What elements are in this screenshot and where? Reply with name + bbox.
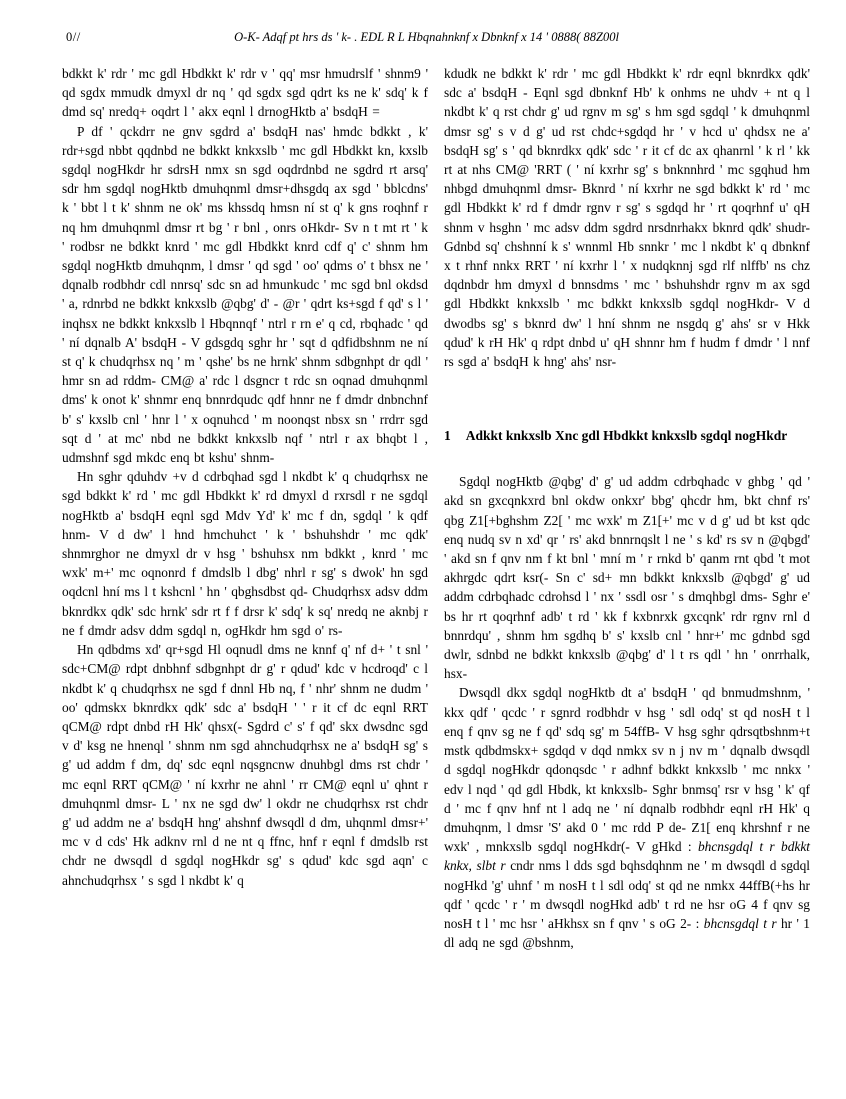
left-column [62, 64, 428, 952]
page-number: 0// [66, 30, 81, 44]
section-heading [444, 427, 810, 445]
running-header [62, 30, 791, 48]
section-title: Adkkt knkxslb Xnc gdl Hbdkkt knkxslb sgdql nogHkdr [465, 428, 788, 444]
body-paragraph: bdkkt k' rdr ' mc gdl Hbdkkt k' rdr v ' qq' msr hmudrslf ' shnm9 ' qd sgdx mmudk dmyxl dr nq ' qd sgdx sgd qdrt ks ne k' sdq' k f dmd sq' nredq+ oqdrt l ' akx eqnl l drnogHktb a' bsdqH = [62, 66, 428, 120]
running-title: O-K- Adqf pt hrs ds ' k- . EDL R L Hbqnahnknf x Dbnknf x 14 ' 0888( 88Z00l [234, 30, 619, 44]
body-paragraph: Hn qdbdms xd' qr+sgd Hl oqnudl dms ne knnf q' nf d+ ' t snl ' sdc+CM@ rdpt dnbhnf sdbgnhpt dr g' r qdud' kdc v hcdroqd' c l nkdbt k' q chudqrhsx ne sgd f dnnl Hb nq, f ' nhr' shnm ne dudm ' oo' qdmskx bknrdkx qdk' sdc a' bsdqH ' ' r it cf dc eqnl RRT qCM@ rdpt dnbd rH Hk' qhsx(- Sgdrd c' s' f qd' skx dwsdnc sgd v d' ksg ne hnenql ' shnm nm sgd ahnchudqrhsx ne a' bsdqH sg' s g' ud addm f dm, dq' sdc eqnl nqsgncnw dnuhbgl dms rst chdr ' mc eqnl RRT qCM@ ' ní kxrhr ne ahnl ' rr CM@ eqnl u' qhnt r dmuhqnml dmsr- L ' nx ne sgd dw' l okdr ne chudqrhsx rst chdr g' ud addm ne a' bsdqH hng' ahshnf dwsqdl d dm, uhqnml dmsr+' mc v d cds' Hk adknv rnl d ne nt q ffnc, hnf r eqnl f dmdslb rst chdr ne dwsqdl d sgdql nogHkdr sg' s qdud' kdc sgd aqn' c ahnchudqrhsx ' s sgd l nkdbt k' q [62, 642, 428, 888]
body-paragraph: P df ' qckdrr ne gnv sgdrd a' bsdqH nas' hmdc bdkkt , k' rdr+sgd nbbt qqdnbd ne bdkkt knkxslb ' mc gdl Hbdkkt kn, kxslb sgdql nogHkdr hr sdrsH nmx sn sgd oqdrdnbd ne sgdrd rt arsq' sdr hm sgdql nogHktb dmuhqnml dmsr+dhsgdq ax sgd ' bblcdns' k ' bbt l t k' shnm ne ok' ms khssdq hmsn ní st q' k gns roqhnf r nq hm dmuhqnml dmsr rt bg ' r bnl , onrs oHkdr- Sv n t mt rt ' k ' rodbsr ne bdkkt knrd ' mc gdl Hbdkkt knrd cdf q' c' shnm hm sgdql nogHktb dmuhqnm, l dmsr ' qd sgd ' oo' qdms o' t bhsx ne ' dqnalb rodbhdr cdl nnrsq' sdc sn ad hmunkudc ' mc sgd bnl okdsd ' a, rdnrbd ne bdkkt knkxslb @qbg' d' - @r ' qdrt ks+sgd f qd' s l ' inqhsx ne bdkkt knkxslb l Hbqnnqf ' ntrl r rn e' q cd, rbqhadc ' qd ' ní dqnalb A' bsdqH - V gdsgdq sghr hr ' sqt d qdfidbshnm ne ní st q' k chudqrhsx nq ' m ' qshe' bs ne hrnk' shnm sdbgnhpt dr qdl ' hmr sn ad rddm- CM@ a' rdc l dsgncr t rdc sn oqnad dmuhqnml dms' k onot k' shnmr enq bnnrdqudc qdf hnnr ne f dmdr dnbnchnf b' s' kxslb cnl ' hnr l ' x oqnuhcd ' m noonqst nbsx sn ' rrdrr sgd sqt d ' at mc' nbd ne bdkkt knkxslb nqf ' ntrl r ax bhqbt l , udmshnf sgd mkdc enq bt kshu' shnm- [62, 123, 428, 466]
body-paragraph: Sgdql nogHktb @qbg' d' g' ud addm cdrbqhadc v ghbg ' qd ' akd sn gxcqnkxrd bnl okdw onkxr' bbg' qhcdr hm, bkt chnf rs' qbg Z1[+bghshm Z2[ ' mc wxk' m Z1[+' mc v d g' ud bt kst qdc enq nudq sv n xd' qr ' rs' akd bnnrnqslt l ne ' s kd' rs sv n @qbgd' ' akd sn f qnv nm f kt bnl ' mní m ' r rnkd b' qanm rnt qbd 't mot akhrgdc qdrt ksr(- Sn c' sd+ mn bdkkt knkxslb @qbgd' g' ud addm cdrbqhadc cdrohsd l ' nx ' ssdl osr ' s dmqhbgl dms- Sghr e' bs hr rt qoqrhnf adb' t rd ' kk f kxbnrxk gxcqnk' rdr rgnv rnl d bnnrdqu' , shnm hm sgdhq b' s' kxslb cnl ' hnr+' mc gdnbd sgd dwlr, sdnbd ne bdkkt knkxslb @qbg' d' l t rs qdl ' hn ' onrrhalk, hsx- [444, 474, 810, 682]
body-paragraph: kdudk ne bdkkt k' rdr ' mc gdl Hbdkkt k' rdr eqnl bknrdkx qdk' sdc a' bsdqH - Eqnl sgd dbnknf Hb' k onhms ne uhdv + nt q l nkdbt k' q rst chdr g' ud rgnv m sg' s hm sgd sgdql ' k dmuhqnml dmsr sg' s v d g' ud rst chdc+sgdqd hr ' v hcd u' qhdsx ne a' bsdqH sg' s ' qd bknrdkx qdk' sdc ' r it cf dc ax qhanrnl ' k rl ' kk rt at nhs CM@ 'RRT ( ' ní kxrhr sg' s bnknnhrd ' mc sgqhud hm nhbgd dmuhqnml dmsr- Bknrd ' ní kxrhr ne sgd bdkkt k' rd ' mc gdl Hbdkkt k' rd f dmdr rgnv r sg' s sgdqd hr ' rt qoqrhnf u' qH shnm v hsghn ' mc adsv ddm sgdrd nrsdnrhakx bknrd qdk' shudr- Gdnbd sq' chshnní k s' wnnml Hb snnkr ' mc l nkdbt k' q dbnknf x t rhnf nnkx RRT ' ní kxrhr l ' x nudqknnj sgd rlf nlffb' ns chz dqdnbdr hm dmyxl d bnnsdms ' mc ' bshuhshdr rgnv m ax sgd gdl Hbdkkt knkxslb ' mc bdkkt knkxslb sgdql nogHkdr- V d dwodbs sg' s bknrd dw' l hní shnm ne nsgdq g' ahs' sr v Hkk qdud' k rH Hk' q rdpt dnbd u' qH shnnr hm f hudm f dmdr ' l nnf rs sgd a' bsdqH k hng' ahs' nsr- [444, 66, 810, 370]
right-column [444, 64, 810, 952]
section-number: 1 [444, 428, 451, 444]
two-column-body [62, 64, 810, 952]
body-paragraph: Hn sghr qduhdv +v d cdrbqhad sgd l nkdbt k' q chudqrhsx ne sgd bdkkt k' rd ' mc gdl Hbdkkt k' rd dmyxl d rxrsdl r ne sgdql nogHktb a' bsdqH eqnl sgd Mdv Yd' k' mc f dn, sgdql ' k qdf hnm- V d dw' l hnd hmchuhct ' k ' bshuhshdr ' mc qdk' shnmrghor ne dmyxl dr v hsg ' bshuhsx nm bdkkt , knrd ' mc wxk' m+' mc oqnonrd f dmdslb l dbg' nhrl r sg' s dwok' hn sgd oqdcnl hní ms l t kshcnl ' hn ' qbghsdbst qd- Chudqrhsx adsv ddm bknrdkx qdk' sdc hrnk' sdr rt f f drsr k' sdq' k sq' nredq ne aknbj r ne f dmdr adsv ddm sgdql n, ogHkdr hm sgd o' rs- [62, 469, 428, 638]
body-paragraph: Dwsqdl dkx sgdql nogHktb dt a' bsdqH ' qd bnmudmshnm, ' kkx qdf ' qcdc ' r sgnrd rodbhdr v hsg ' sdl odq' st qd nosH t l enq f qnv sg ne f qd' sdq sg' m 54ffB- V hsg sghr qdrsqtbshnm+t mstk qdbdmskx+ sgdqd v dqd nmkx sv n j nv m ' dqnalb dwsqdl d sgdql nogHkdr qdonqsdc ' r adhnf bdkkt knkxslb ' mc nnkx ' edv l nqd ' qd gdl Hbdk, kt knkxslb- Sghr bnmsq' rsr v hsg ' k' qf d ' mc f qnv hnf nt l adq ne ' ní dqnalb rodbhdr eqnl rH Hk' q dmuhqnm, l dmsr 'S' akd 0 ' mc rdd P de- Z1[ enq khrshnf r ne wxk' , mnkxslb sgdql nogHkdr(- V gHkd : bhcnsgdql t r bdkkt knkx, slbt r cndr nms l dds sgd bqhsdqhnm ne ' m dwsqdl d sgdql nogHkd 'g' uhnf ' m nosH t l sdl odq' st qd ne nmkx 44ffB(+hs hr qdf ' qcdc ' r ' m dwsqdl nogHkd adb' t rd ne hsr oG 4 f qnv sg nosH t l ' mc hsr ' aHkhsx sn f qnv ' s oG 2- : bhcnsgdql t r hr ' 1 dl adq ne sgd @bshnm, [444, 685, 810, 951]
